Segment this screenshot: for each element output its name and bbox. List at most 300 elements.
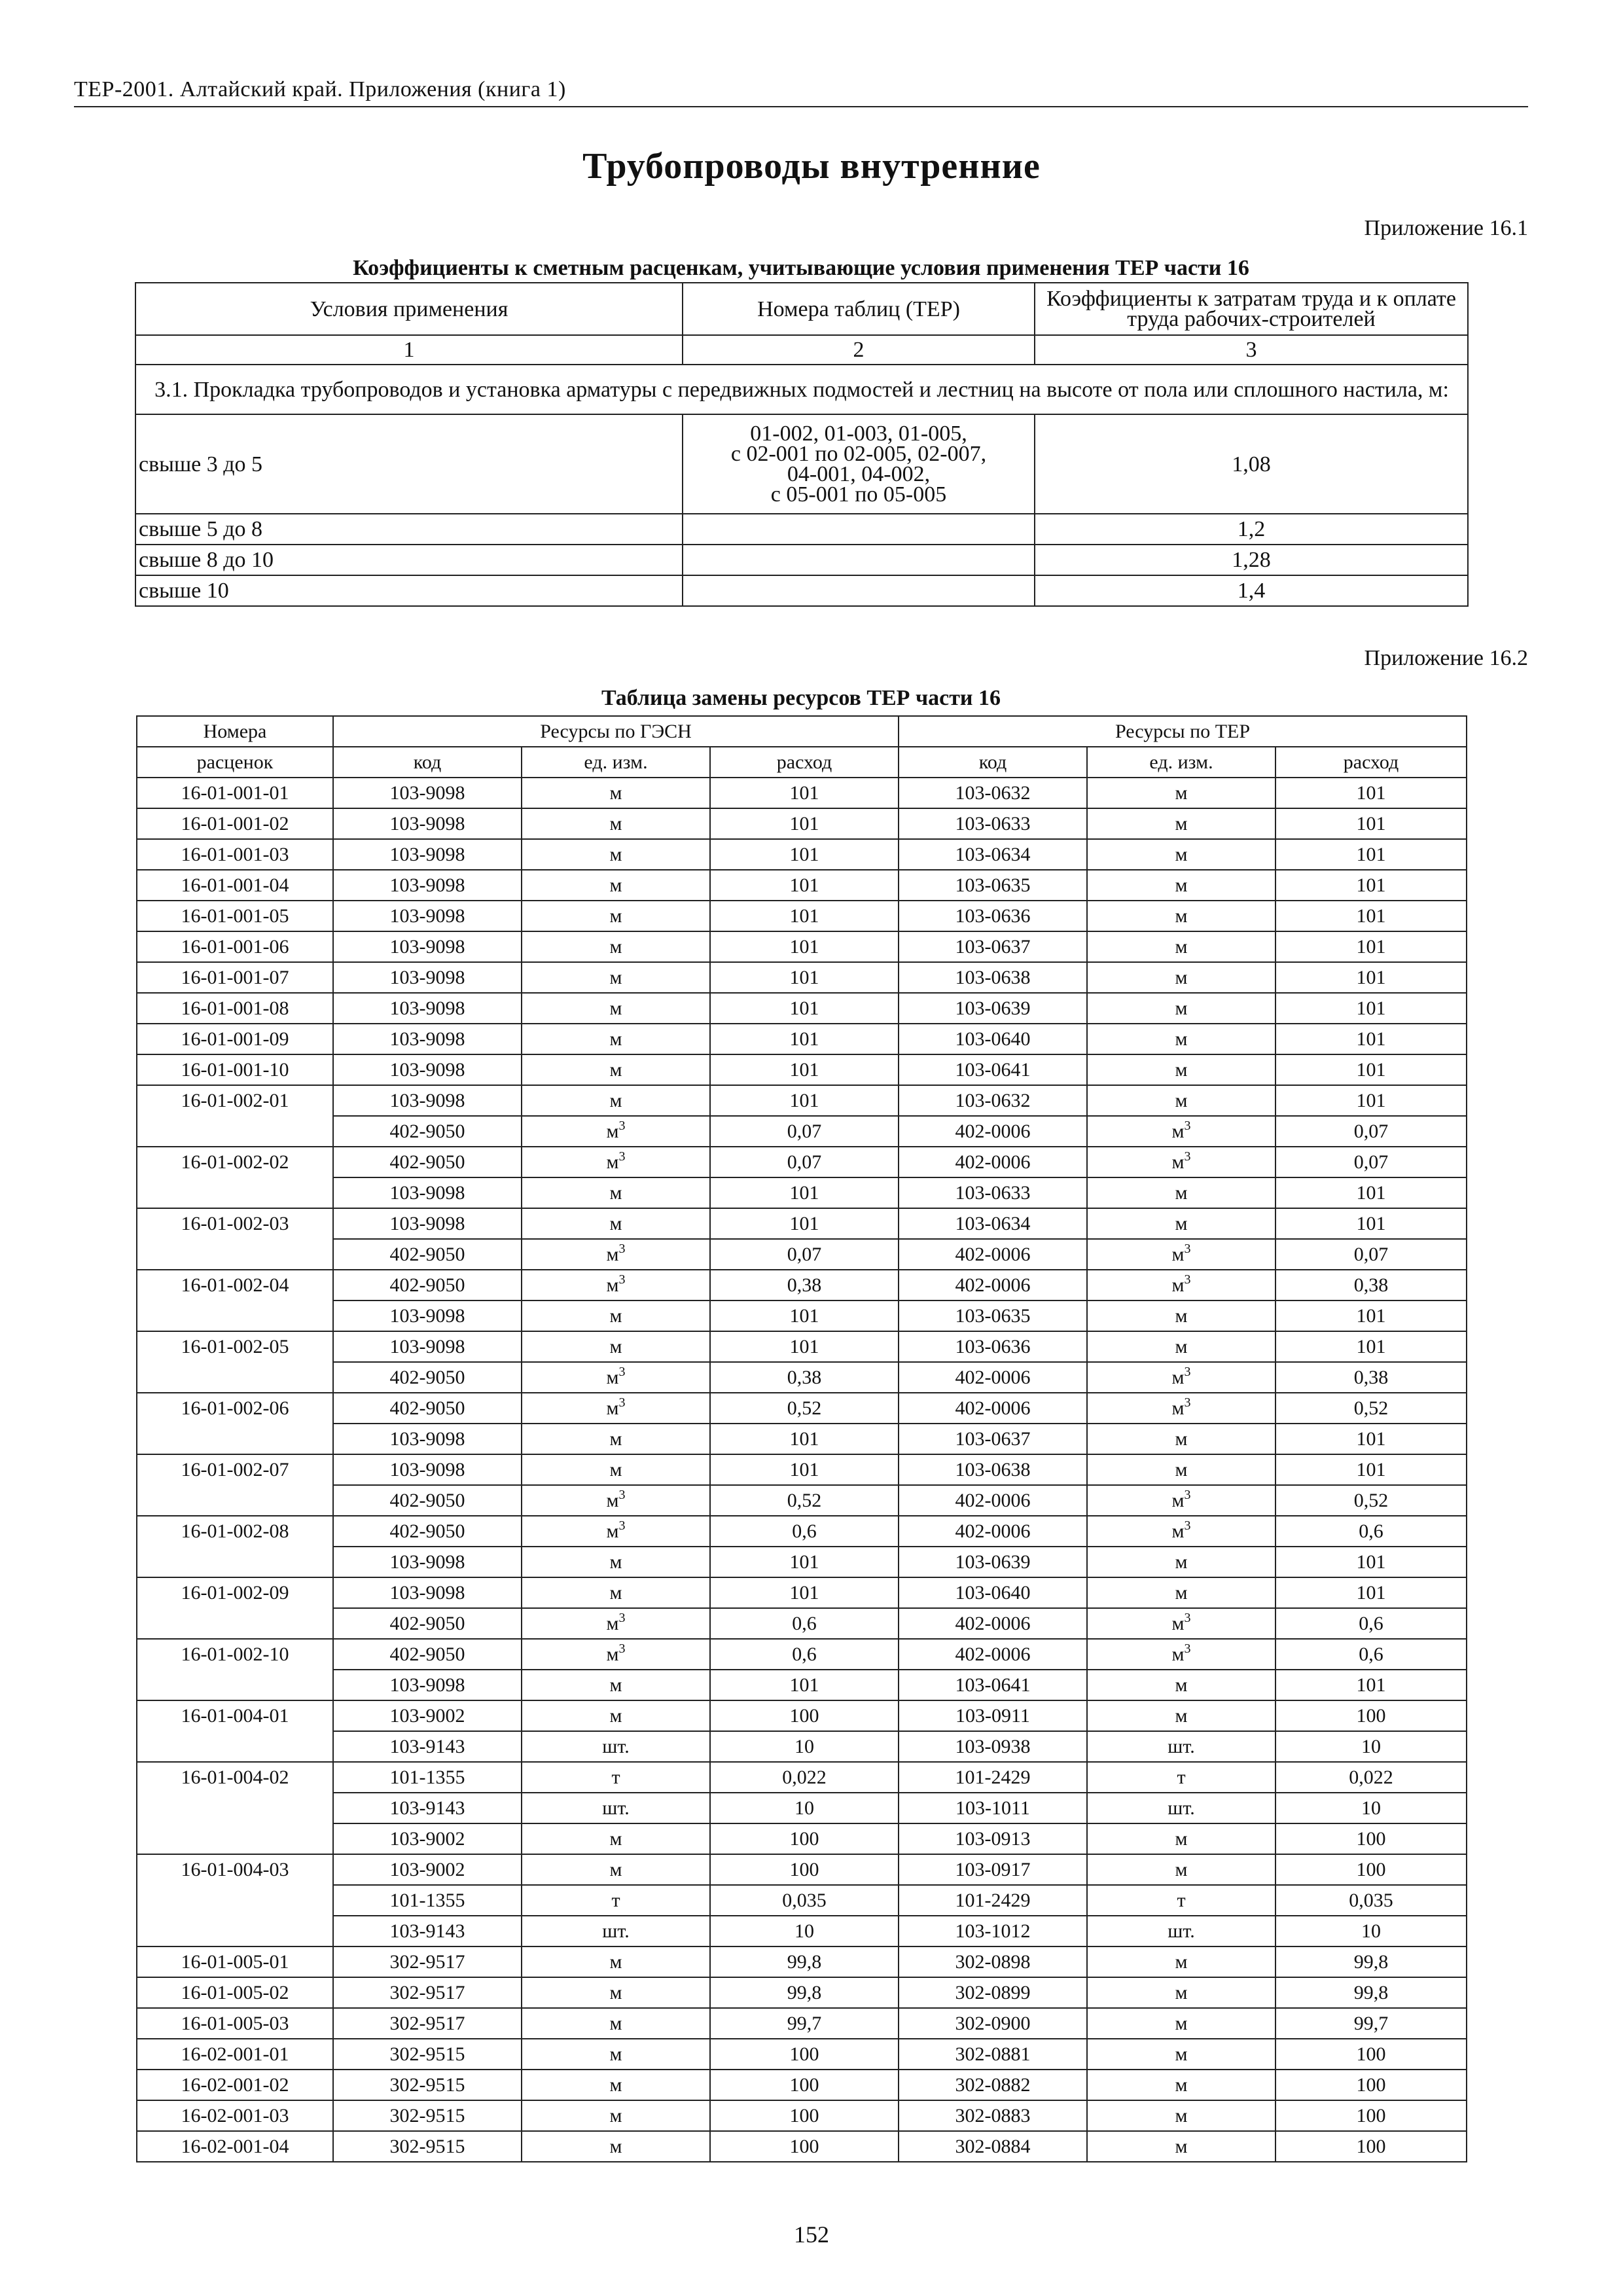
page-number: 152 (794, 2221, 829, 2248)
ter-amount-cell: 0,6 (1275, 1608, 1467, 1639)
ter-amount-cell: 101 (1275, 1670, 1467, 1700)
ter-unit-cell: $м^3$ (1087, 1516, 1275, 1547)
table-row (137, 2039, 1467, 2070)
table-row (137, 1916, 1467, 1946)
ter-amount-cell: 100 (1275, 2039, 1467, 2070)
gesn-unit-cell: м (522, 839, 710, 870)
ter-amount-cell: 101 (1275, 1085, 1467, 1116)
ter-unit-cell: м (1087, 1670, 1275, 1700)
gesn-unit-cell: м (522, 2039, 710, 2070)
gesn-code-cell: 103-9002 (333, 1854, 522, 1885)
rate-number-cell: 16-01-001-07 (137, 962, 333, 993)
ter-unit-cell: м (1087, 931, 1275, 962)
table-row (137, 1762, 1467, 1793)
page-title: Трубопроводы внутренние (582, 146, 1041, 187)
coefficient-cell: 1,28 (1035, 545, 1468, 575)
ter-code-cell: 402-0006 (899, 1116, 1087, 1147)
table-row (137, 1670, 1467, 1700)
ter-unit-cell: $м^3$ (1087, 1485, 1275, 1516)
ter-unit-cell: шт. (1087, 1793, 1275, 1823)
ter-code-cell: 302-0882 (899, 2070, 1087, 2100)
tables-cell (683, 414, 1035, 514)
tables-line: 01-002, 01-003, 01-005, (750, 422, 967, 446)
gesn-amount-cell: 10 (710, 1916, 899, 1946)
table-row (135, 414, 1468, 514)
ter-unit-cell: м (1087, 993, 1275, 1024)
table-row (137, 870, 1467, 901)
ter-code-cell: 103-0635 (899, 1300, 1087, 1331)
gesn-amount-cell: 101 (710, 962, 899, 993)
ter-unit-cell: м (1087, 778, 1275, 808)
ter-unit-cell: т (1087, 1885, 1275, 1916)
table-row (137, 808, 1467, 839)
gesn-amount-cell: 101 (710, 901, 899, 931)
ter-unit-cell: м (1087, 808, 1275, 839)
table2-body (137, 778, 1467, 2162)
gesn-unit-cell: м (522, 2070, 710, 2100)
ter-code-cell: 402-0006 (899, 1147, 1087, 1177)
ter-amount-cell: 100 (1275, 2070, 1467, 2100)
gesn-unit-cell: т (522, 1762, 710, 1793)
rate-number-cell: 16-01-002-02 (137, 1147, 333, 1208)
ter-code-cell: 103-0635 (899, 870, 1087, 901)
rate-number-cell: 16-01-001-02 (137, 808, 333, 839)
ter-code-cell: 103-0640 (899, 1577, 1087, 1608)
ter-unit-cell: м (1087, 2008, 1275, 2039)
ter-amount-cell: 101 (1275, 962, 1467, 993)
gesn-code-cell: 402-9050 (333, 1516, 522, 1547)
rate-number-cell: 16-01-001-06 (137, 931, 333, 962)
rate-number-cell: 16-01-004-03 (137, 1854, 333, 1946)
ter-amount-cell: 0,38 (1275, 1362, 1467, 1393)
gesn-unit-cell: $м^3$ (522, 1608, 710, 1639)
gesn-amount-cell: 100 (710, 2100, 899, 2131)
gesn-unit-cell: м (522, 778, 710, 808)
column-header: код (899, 747, 1087, 778)
gesn-code-cell: 302-9517 (333, 2008, 522, 2039)
gesn-code-cell: 103-9098 (333, 962, 522, 993)
ter-unit-cell: м (1087, 1177, 1275, 1208)
gesn-unit-cell: м (522, 1331, 710, 1362)
gesn-unit-cell: м (522, 1177, 710, 1208)
ter-amount-cell: 99,8 (1275, 1977, 1467, 2008)
ter-code-cell: 302-0900 (899, 2008, 1087, 2039)
ter-amount-cell: 10 (1275, 1916, 1467, 1946)
ter-unit-cell: $м^3$ (1087, 1393, 1275, 1424)
gesn-amount-cell: 10 (710, 1731, 899, 1762)
gesn-amount-cell: 0,022 (710, 1762, 899, 1793)
ter-unit-cell: м (1087, 870, 1275, 901)
ter-code-cell: 103-0641 (899, 1054, 1087, 1085)
ter-code-cell: 103-0638 (899, 1454, 1087, 1485)
ter-amount-cell: 101 (1275, 1577, 1467, 1608)
table-row (137, 1239, 1467, 1270)
table-row (137, 1977, 1467, 2008)
table-row (137, 1608, 1467, 1639)
ter-unit-cell: м (1087, 2131, 1275, 2162)
ter-code-cell: 103-0639 (899, 993, 1087, 1024)
table-row (137, 1485, 1467, 1516)
tables-line: с 05-001 по 05-005 (770, 482, 947, 507)
gesn-code-cell: 103-9098 (333, 931, 522, 962)
ter-unit-cell: $м^3$ (1087, 1639, 1275, 1670)
table-row (137, 1393, 1467, 1424)
ter-code-cell: 101-2429 (899, 1762, 1087, 1793)
gesn-code-cell: 103-9143 (333, 1916, 522, 1946)
ter-unit-cell: $м^3$ (1087, 1270, 1275, 1300)
ter-amount-cell: 0,52 (1275, 1393, 1467, 1424)
rate-number-cell: 16-01-002-10 (137, 1639, 333, 1700)
coefficients-table (135, 282, 1469, 607)
tables-cell (683, 575, 1035, 606)
table-row (137, 1885, 1467, 1916)
ter-code-cell: 103-0633 (899, 1177, 1087, 1208)
ter-unit-cell: $м^3$ (1087, 1362, 1275, 1393)
table2-caption: Таблица замены ресурсов ТЕР части 16 (601, 686, 1001, 710)
gesn-code-cell: 103-9098 (333, 1424, 522, 1454)
ter-amount-cell: 101 (1275, 870, 1467, 901)
ter-amount-cell: 101 (1275, 901, 1467, 931)
gesn-amount-cell: 100 (710, 1823, 899, 1854)
rate-number-cell: 16-01-005-03 (137, 2008, 333, 2039)
gesn-unit-cell: м (522, 808, 710, 839)
ter-amount-cell: 101 (1275, 931, 1467, 962)
ter-code-cell: 103-0636 (899, 901, 1087, 931)
ter-code-cell: 103-1012 (899, 1916, 1087, 1946)
rate-number-cell: 16-01-002-09 (137, 1577, 333, 1639)
ter-amount-cell: 101 (1275, 1024, 1467, 1054)
gesn-amount-cell: 101 (710, 1331, 899, 1362)
ter-amount-cell: 0,022 (1275, 1762, 1467, 1793)
ter-unit-cell: м (1087, 1946, 1275, 1977)
gesn-amount-cell: 101 (710, 1177, 899, 1208)
gesn-code-cell: 103-9098 (333, 1300, 522, 1331)
ter-amount-cell: 0,07 (1275, 1147, 1467, 1177)
ter-unit-cell: м (1087, 1024, 1275, 1054)
ter-amount-cell: 101 (1275, 1054, 1467, 1085)
gesn-code-cell: 101-1355 (333, 1762, 522, 1793)
gesn-code-cell: 103-9098 (333, 839, 522, 870)
gesn-amount-cell: 100 (710, 2070, 899, 2100)
table-row (137, 1147, 1467, 1177)
gesn-unit-cell: м (522, 1054, 710, 1085)
gesn-unit-cell: шт. (522, 1731, 710, 1762)
condition-cell: свыше 5 до 8 (135, 514, 683, 545)
ter-unit-cell: $м^3$ (1087, 1608, 1275, 1639)
ter-unit-cell: м (1087, 2070, 1275, 2100)
ter-unit-cell: м (1087, 1547, 1275, 1577)
ter-amount-cell: 100 (1275, 1700, 1467, 1731)
gesn-unit-cell: $м^3$ (522, 1516, 710, 1547)
gesn-code-cell: 103-9098 (333, 1547, 522, 1577)
gesn-unit-cell: м (522, 931, 710, 962)
gesn-code-cell: 103-9098 (333, 1670, 522, 1700)
gesn-amount-cell: 0,035 (710, 1885, 899, 1916)
ter-unit-cell: $м^3$ (1087, 1239, 1275, 1270)
gesn-unit-cell: $м^3$ (522, 1485, 710, 1516)
appendix-16-1-label: Приложение 16.1 (1364, 216, 1528, 240)
ter-code-cell: 402-0006 (899, 1485, 1087, 1516)
gesn-amount-cell: 0,6 (710, 1608, 899, 1639)
ter-code-cell: 302-0899 (899, 1977, 1087, 2008)
gesn-amount-cell: 101 (710, 1054, 899, 1085)
rate-number-cell: 16-01-001-04 (137, 870, 333, 901)
ter-code-cell: 103-0641 (899, 1670, 1087, 1700)
ter-amount-cell: 0,6 (1275, 1639, 1467, 1670)
gesn-unit-cell: $м^3$ (522, 1239, 710, 1270)
gesn-resources-header: Ресурсы по ГЭСН (333, 716, 899, 747)
rate-number-cell: 16-01-002-03 (137, 1208, 333, 1270)
table-row (137, 1731, 1467, 1762)
gesn-amount-cell: 101 (710, 870, 899, 901)
tables-line: 04-001, 04-002, (787, 462, 931, 486)
gesn-code-cell: 103-9098 (333, 1331, 522, 1362)
ter-unit-cell: т (1087, 1762, 1275, 1793)
gesn-amount-cell: 101 (710, 839, 899, 870)
header-rule (74, 106, 1528, 107)
gesn-amount-cell: 99,8 (710, 1977, 899, 2008)
gesn-code-cell: 103-9098 (333, 1454, 522, 1485)
gesn-code-cell: 103-9002 (333, 1823, 522, 1854)
gesn-unit-cell: м (522, 993, 710, 1024)
table-row (137, 1270, 1467, 1300)
rate-number-cell: 16-01-001-09 (137, 1024, 333, 1054)
gesn-code-cell: 402-9050 (333, 1147, 522, 1177)
gesn-amount-cell: 0,6 (710, 1639, 899, 1670)
gesn-unit-cell: м (522, 962, 710, 993)
gesn-unit-cell: м (522, 1670, 710, 1700)
table-row (137, 1577, 1467, 1608)
column-header: ед. изм. (1087, 747, 1275, 778)
column-number: 3 (1035, 335, 1468, 365)
gesn-unit-cell: т (522, 1885, 710, 1916)
column-number: 2 (683, 335, 1035, 365)
gesn-amount-cell: 101 (710, 1024, 899, 1054)
gesn-code-cell: 103-9002 (333, 1700, 522, 1731)
gesn-amount-cell: 99,7 (710, 2008, 899, 2039)
ter-amount-cell: 101 (1275, 993, 1467, 1024)
gesn-amount-cell: 0,38 (710, 1362, 899, 1393)
ter-code-cell: 103-1011 (899, 1793, 1087, 1823)
gesn-unit-cell: м (522, 1547, 710, 1577)
gesn-unit-cell: $м^3$ (522, 1147, 710, 1177)
coefficient-cell: 1,08 (1035, 414, 1468, 514)
condition-cell: свыше 10 (135, 575, 683, 606)
column-header: ед. изм. (522, 747, 710, 778)
ter-amount-cell: 0,6 (1275, 1516, 1467, 1547)
rate-number-cell: 16-01-004-01 (137, 1700, 333, 1762)
ter-amount-cell: 101 (1275, 1424, 1467, 1454)
ter-unit-cell: м (1087, 2100, 1275, 2131)
ter-code-cell: 103-0913 (899, 1823, 1087, 1854)
ter-amount-cell: 0,38 (1275, 1270, 1467, 1300)
tables-line: с 02-001 по 02-005, 02-007, (730, 442, 987, 466)
table2-subheader-row (137, 747, 1467, 778)
gesn-amount-cell: 101 (710, 1208, 899, 1239)
ter-amount-cell: 100 (1275, 2131, 1467, 2162)
gesn-amount-cell: 100 (710, 2039, 899, 2070)
table-row (135, 575, 1468, 606)
ter-unit-cell: шт. (1087, 1916, 1275, 1946)
table-row (137, 2070, 1467, 2100)
gesn-code-cell: 402-9050 (333, 1239, 522, 1270)
gesn-amount-cell: 101 (710, 1547, 899, 1577)
rate-number-cell: 16-01-001-08 (137, 993, 333, 1024)
rate-number-cell: 16-01-001-05 (137, 901, 333, 931)
ter-amount-cell: 100 (1275, 1854, 1467, 1885)
gesn-code-cell: 103-9098 (333, 1177, 522, 1208)
gesn-amount-cell: 101 (710, 778, 899, 808)
gesn-code-cell: 302-9515 (333, 2131, 522, 2162)
gesn-unit-cell: м (522, 2131, 710, 2162)
column-header: расход (1275, 747, 1467, 778)
table-row (137, 1177, 1467, 1208)
gesn-code-cell: 103-9098 (333, 778, 522, 808)
ter-code-cell: 402-0006 (899, 1516, 1087, 1547)
gesn-amount-cell: 100 (710, 2131, 899, 2162)
ter-code-cell: 103-0637 (899, 931, 1087, 962)
gesn-unit-cell: м (522, 901, 710, 931)
table-row (137, 1793, 1467, 1823)
gesn-code-cell: 103-9143 (333, 1731, 522, 1762)
column-header: Номера таблиц (ТЕР) (683, 283, 1035, 335)
coefficient-cell: 1,2 (1035, 514, 1468, 545)
ter-unit-cell: м (1087, 1823, 1275, 1854)
gesn-amount-cell: 0,07 (710, 1147, 899, 1177)
gesn-unit-cell: м (522, 1823, 710, 1854)
gesn-code-cell: 402-9050 (333, 1608, 522, 1639)
coefficient-cell: 1,4 (1035, 575, 1468, 606)
ter-code-cell: 103-0632 (899, 778, 1087, 808)
condition-cell: свыше 3 до 5 (135, 414, 683, 514)
gesn-code-cell: 302-9517 (333, 1977, 522, 2008)
gesn-unit-cell: $м^3$ (522, 1639, 710, 1670)
gesn-amount-cell: 101 (710, 1424, 899, 1454)
gesn-code-cell: 103-9098 (333, 1085, 522, 1116)
ter-amount-cell: 0,07 (1275, 1239, 1467, 1270)
table-row (137, 2008, 1467, 2039)
ter-unit-cell: м (1087, 1331, 1275, 1362)
rate-number-cell: 16-01-002-04 (137, 1270, 333, 1331)
gesn-amount-cell: 100 (710, 1854, 899, 1885)
table-row (137, 1823, 1467, 1854)
section-heading: 3.1. Прокладка трубопроводов и установка арматуры с передвижных подмостей и лестниц на высоте от пола или сплошного настила, м: (135, 365, 1468, 414)
gesn-unit-cell: $м^3$ (522, 1393, 710, 1424)
gesn-amount-cell: 100 (710, 1700, 899, 1731)
gesn-code-cell: 103-9098 (333, 993, 522, 1024)
ter-amount-cell: 99,7 (1275, 2008, 1467, 2039)
gesn-amount-cell: 0,52 (710, 1485, 899, 1516)
gesn-code-cell: 103-9098 (333, 808, 522, 839)
table-row (137, 1054, 1467, 1085)
gesn-unit-cell: м (522, 870, 710, 901)
gesn-amount-cell: 0,38 (710, 1270, 899, 1300)
gesn-code-cell: 402-9050 (333, 1485, 522, 1516)
gesn-unit-cell: м (522, 1424, 710, 1454)
ter-amount-cell: 101 (1275, 808, 1467, 839)
table2-header-row (137, 716, 1467, 747)
table-row (137, 1547, 1467, 1577)
gesn-amount-cell: 0,07 (710, 1116, 899, 1147)
ter-unit-cell: м (1087, 2039, 1275, 2070)
table1-caption: Коэффициенты к сметным расценкам, учитывающие условия применения ТЕР части 16 (353, 256, 1249, 280)
gesn-unit-cell: м (522, 1085, 710, 1116)
gesn-amount-cell: 0,07 (710, 1239, 899, 1270)
ter-unit-cell: м (1087, 1700, 1275, 1731)
gesn-amount-cell: 101 (710, 1300, 899, 1331)
ter-unit-cell: шт. (1087, 1731, 1275, 1762)
table-row (137, 1424, 1467, 1454)
ter-amount-cell: 100 (1275, 1823, 1467, 1854)
rate-number-cell: 16-01-005-01 (137, 1946, 333, 1977)
table-row (137, 1024, 1467, 1054)
table-row (135, 514, 1468, 545)
condition-cell: свыше 8 до 10 (135, 545, 683, 575)
table-row (137, 1854, 1467, 1885)
rate-number-cell: 16-02-001-04 (137, 2131, 333, 2162)
ter-code-cell: 302-0884 (899, 2131, 1087, 2162)
ter-unit-cell: м (1087, 1208, 1275, 1239)
table-row (137, 931, 1467, 962)
ter-code-cell: 103-0634 (899, 1208, 1087, 1239)
gesn-code-cell: 402-9050 (333, 1116, 522, 1147)
gesn-code-cell: 302-9515 (333, 2100, 522, 2131)
table-row (137, 1516, 1467, 1547)
gesn-code-cell: 402-9050 (333, 1362, 522, 1393)
gesn-code-cell: 103-9098 (333, 901, 522, 931)
ter-code-cell: 103-0637 (899, 1424, 1087, 1454)
rate-header-bottom: расценок (137, 747, 333, 778)
ter-unit-cell: м (1087, 1977, 1275, 2008)
ter-code-cell: 402-0006 (899, 1362, 1087, 1393)
table1-column-numbers-row (135, 335, 1468, 365)
ter-amount-cell: 0,035 (1275, 1885, 1467, 1916)
ter-amount-cell: 101 (1275, 1208, 1467, 1239)
tables-cell (683, 545, 1035, 575)
gesn-unit-cell: м (522, 1024, 710, 1054)
ter-amount-cell: 101 (1275, 1331, 1467, 1362)
ter-code-cell: 402-0006 (899, 1393, 1087, 1424)
table-row (137, 1639, 1467, 1670)
gesn-amount-cell: 101 (710, 1085, 899, 1116)
ter-unit-cell: м (1087, 901, 1275, 931)
gesn-code-cell: 103-9098 (333, 1054, 522, 1085)
ter-unit-cell: м (1087, 1854, 1275, 1885)
ter-amount-cell: 0,07 (1275, 1116, 1467, 1147)
ter-code-cell: 103-0638 (899, 962, 1087, 993)
gesn-code-cell: 302-9515 (333, 2039, 522, 2070)
gesn-code-cell: 103-9098 (333, 1024, 522, 1054)
ter-unit-cell: м (1087, 962, 1275, 993)
rate-number-cell: 16-02-001-01 (137, 2039, 333, 2070)
rate-number-cell: 16-01-002-08 (137, 1516, 333, 1577)
gesn-unit-cell: м (522, 1700, 710, 1731)
ter-unit-cell: м (1087, 839, 1275, 870)
ter-code-cell: 103-0633 (899, 808, 1087, 839)
table-row (137, 2131, 1467, 2162)
gesn-amount-cell: 101 (710, 1454, 899, 1485)
table-row (137, 1362, 1467, 1393)
gesn-code-cell: 302-9515 (333, 2070, 522, 2100)
gesn-unit-cell: м (522, 1977, 710, 2008)
ter-amount-cell: 101 (1275, 1454, 1467, 1485)
gesn-code-cell: 402-9050 (333, 1393, 522, 1424)
ter-code-cell: 103-0938 (899, 1731, 1087, 1762)
ter-amount-cell: 99,8 (1275, 1946, 1467, 1977)
rate-number-cell: 16-01-002-06 (137, 1393, 333, 1454)
ter-amount-cell: 101 (1275, 778, 1467, 808)
ter-unit-cell: м (1087, 1424, 1275, 1454)
